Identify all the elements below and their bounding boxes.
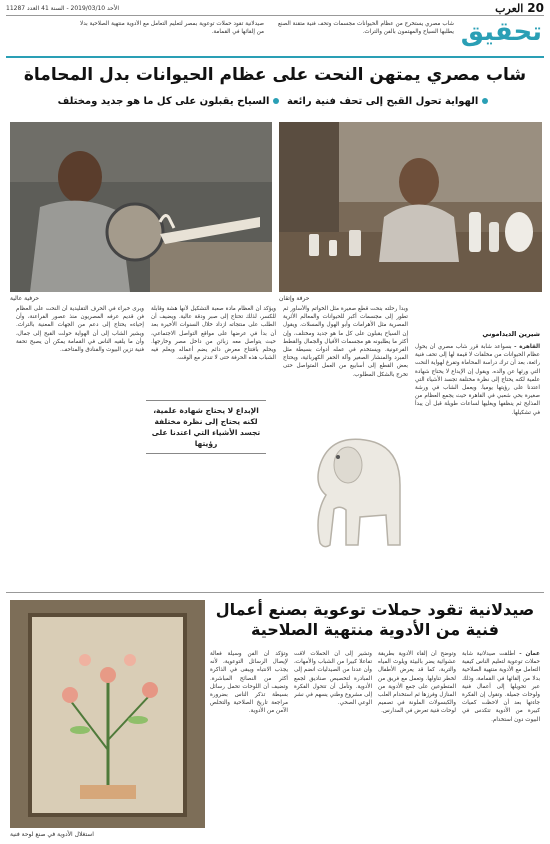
article1-col1-text: بسواعد شابة قرر شاب مصري أن يحول عظام الحيوانات من مخلفات لا قيمة لها إلى تحف فنية رائعة، بعد أن ترك دراسة المحاماة وتفرغ لهواية النحت التي ورثها عن والده. ويقول إن الإبداع لا يحتاج شهادة علمية لكنه يحتاج إلى نظرة مختلفة تجسد الأشياء التي اعتدنا على رؤيتها يوميا. ويعمل الشاب في ورشة صغيرة بحي شعبي في القاهرة حيث يجمع العظام من المذابح ثم ينظفها ويغليها لساعات طويلة قبل أن يبدأ في تشكيلها. bbox=[415, 344, 540, 416]
photo-medicine-art bbox=[10, 600, 205, 828]
photo-grinding bbox=[10, 122, 272, 292]
carver-illustration bbox=[279, 122, 542, 292]
article2-photo-caption: استغلال الأدوية في صنع لوحة فنية bbox=[10, 831, 94, 838]
article2-column-2: وتوضح أن إلقاء الأدوية بطريقة عشوائية يضر بالبيئة ويلوث المياه والتربة، كما قد يعرض الأطفال لخطر تناولها. وتعمل مع فريق من المتطوعين على جمع الأدوية من المنازل وفرزها ثم استخدام العلب والكبسولات الملونة في تصميم لوحات فنية تعرض في المدارس. bbox=[378, 651, 456, 715]
brand-logo: العرب bbox=[495, 1, 524, 15]
byline-author: شيرين الديداموني bbox=[482, 330, 540, 338]
article2-column-1 bbox=[462, 650, 540, 835]
teaser-left: صيدلانية تقود حملات توعوية بمصر لتعليم التعامل مع الأدوية منتهية الصلاحية بدلا من إلقائها في القمامة. bbox=[80, 21, 264, 35]
grinding-illustration bbox=[10, 122, 272, 292]
article1-column-3: ويؤكد أن العظام مادة صعبة التشكيل لأنها هشة وقابلة للكسر، لذلك تحتاج إلى صبر ودقة عالية. ويضيف أن الطلب على منتجاته ازداد خلال السنوات الأخيرة بعد أن بدأ في عرضها على مواقع التواصل الاجتماعي، حيث يتواصل معه زبائن من داخل مصر وخارجها. ويحلم بافتتاح معرض دائم يضم أعماله ويعلم فيه الشباب هذه الحرفة حتى لا تندثر مع الوقت. bbox=[151, 306, 276, 362]
article2-column-4: وتؤكد أن الفن وسيلة فعالة لإيصال الرسائل التوعوية، لأنه يجذب الانتباه ويبقى في الذاكرة أكثر من النصائح المباشرة. وتضيف أن اللوحات تحمل رسائل بسيطة تذكر الناس بضرورة مراجعة تاريخ الصلاحية والتخلص الآمن من الأدوية. bbox=[210, 651, 288, 715]
article1-subheads bbox=[10, 95, 540, 109]
medicine-art-illustration bbox=[10, 600, 205, 828]
pull-quote: الإبداع لا يحتاج شهادة علمية، لكنه يحتاج إلى نظرة مختلفة تجسد الأشياء التي اعتدنا على رؤيتها bbox=[146, 400, 266, 454]
photo-right-caption: حرفة وإتقان bbox=[279, 295, 310, 302]
header-rule bbox=[6, 15, 544, 16]
bullet-icon bbox=[482, 98, 488, 104]
article2-headline: صيدلانية تقود حملات توعوية بصنع أعمال فنية من الأدوية منتهية الصلاحية bbox=[215, 600, 535, 639]
article1-subhead-1: الهواية تحول القبح إلى تحف فنية رائعة bbox=[286, 96, 479, 107]
article1-dateline: القاهرة - bbox=[514, 344, 540, 350]
masthead bbox=[495, 1, 544, 15]
article2-byline: عمان - bbox=[519, 651, 540, 657]
article1-byline bbox=[482, 330, 540, 338]
bullet-icon bbox=[273, 98, 279, 104]
elephant-icon bbox=[300, 425, 415, 565]
article1-headline: شاب مصري يمتهن النحت على عظام الحيوانات بدل المحاماة bbox=[23, 65, 527, 85]
article1-subhead-2: السياح يقبلون على كل ما هو جديد ومختلف bbox=[57, 96, 270, 107]
elephant-figurine-image bbox=[300, 425, 415, 565]
article-divider bbox=[6, 592, 544, 593]
section-rule bbox=[6, 56, 544, 58]
page-number: 20 bbox=[527, 1, 544, 15]
article2-column-3: وتشير إلى أن الحملات لاقت تفاعلا كبيرا من الشباب والأمهات، وأن عددا من الصيدليات انضم إلى المبادرة لتخصيص صناديق لجمع الأدوية. وتأمل أن تتحول الفكرة إلى مشروع وطني يسهم في نشر الوعي الصحي. bbox=[294, 651, 372, 707]
section-title: تحقيق bbox=[460, 17, 542, 47]
date-line: الأحد 2019/03/10 - السنة 41 العدد 11287 bbox=[6, 4, 119, 12]
photo-carver-at-work bbox=[279, 122, 542, 292]
article1-column-4: ويرى خبراء في الحرف التقليدية أن النحت على العظام فن قديم عرفه المصريون منذ عصور الفراعنة، وأن إحياءه يحتاج إلى دعم من الجهات المعنية بالتراث. ويشير الشاب إلى أن الهواية حولت القبح إلى جمال، وأن ما يلقيه الناس في القمامة يمكن أن يصبح تحفة فنية تزين البيوت والفنادق والمتاحف. bbox=[16, 306, 144, 354]
article1-column-2: وبدأ رحلته بنحت قطع صغيرة مثل الخواتم والأساور ثم تطور إلى مجسمات أكبر للحيوانات والمعالم الأثرية المصرية مثل الأهرامات وأبو الهول والمسلات. ويقول إن السياح يقبلون على كل ما هو جديد ومختلف، وإن أكثر ما يطلبونه هو مجسمات الأفيال والجمال والقطط الفرعونية. ويستخدم في عمله أدوات بسيطة مثل المبرد والمنشار الصغير وآلة الحفر الكهربائية، ويحتاج بعض القطع إلى أسابيع من العمل المتواصل حتى تخرج بالشكل المطلوب. bbox=[283, 306, 408, 378]
photo-left-caption: حرفية عالية bbox=[10, 295, 40, 302]
page-header bbox=[6, 2, 544, 14]
article1-column-1 bbox=[415, 343, 540, 585]
teaser-right: شاب مصري يستخرج من عظام الحيوانات مجسمات وتحف فنية متقنة الصنع يطلبها السياح والمهتمون بالفن والتراث. bbox=[278, 21, 454, 35]
article2-col1-text: أطلقت صيدلانية شابة حملات توعوية لتعليم الناس كيفية التعامل مع الأدوية منتهية الصلاحية بدلا من إلقائها في القمامة، وذلك عبر تحويلها إلى أعمال فنية ولوحات جميلة. وتقول إن الفكرة جاءتها بعد أن لاحظت كميات كبيرة من الأدوية تتكدس في البيوت دون استخدام. bbox=[462, 651, 540, 723]
